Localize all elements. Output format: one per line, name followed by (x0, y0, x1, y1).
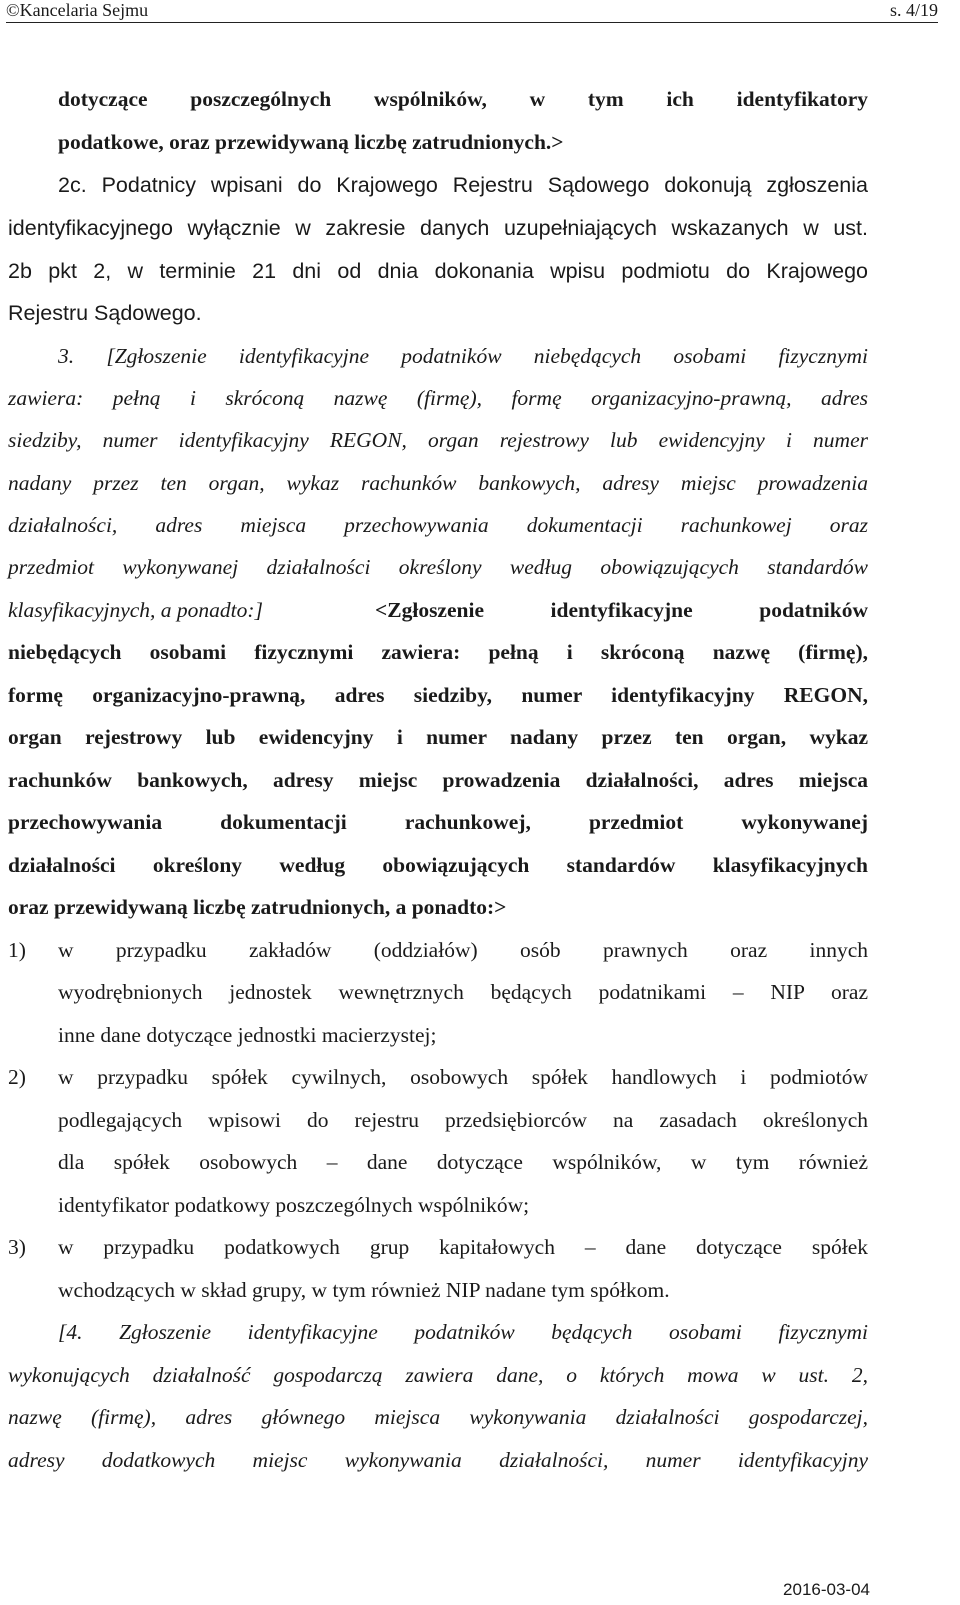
text-line: przedmiot wykonywanej działalności określony według obowiązujących standardów (8, 555, 868, 579)
list-item-number: 1) (8, 938, 26, 962)
text-line: inne dane dotyczące jednostki macierzystej; (58, 1023, 437, 1047)
text-line: niebędących osobami fizycznymi zawiera: pełną i skróconą nazwę (firmę), (8, 640, 868, 664)
text-line: przechowywania dokumentacji rachunkowej, przedmiot wykonywanej (8, 810, 868, 834)
list-item-number: 2) (8, 1065, 26, 1089)
text-line: identyfikacyjnego wyłącznie w zakresie danych uzupełniających wskazanych w ust. (8, 216, 868, 240)
text-line: wyodrębnionych jednostek wewnętrznych będących podatnikami – NIP oraz (58, 980, 868, 1004)
text-line: 3. [Zgłoszenie identyfikacyjne podatników niebędących osobami fizycznymi (58, 344, 868, 368)
text-line: adresy dodatkowych miejsc wykonywania działalności, numer identyfikacyjny (8, 1448, 868, 1472)
header-page-number: s. 4/19 (889, 0, 938, 20)
header-source: ©Kancelaria Sejmu (6, 0, 149, 20)
text-line: w przypadku spółek cywilnych, osobowych spółek handlowych i podmiotów (58, 1065, 868, 1089)
text-line: rachunków bankowych, adresy miejsc prowadzenia działalności, adres miejsca (8, 768, 868, 792)
text-line: dotyczące poszczególnych wspólników, w tym ich identyfikatory (58, 87, 868, 111)
text-line: 2b pkt 2, w terminie 21 dni od dnia dokonania wpisu podmiotu do Krajowego (8, 259, 868, 283)
text-line: podatkowe, oraz przewidywaną liczbę zatrudnionych.> (58, 130, 564, 154)
text-line: podlegających wpisowi do rejestru przedsiębiorców na zasadach określonych (58, 1108, 868, 1132)
text-line: identyfikator podatkowy poszczególnych wspólników; (58, 1193, 530, 1217)
text-line: siedziby, numer identyfikacyjny REGON, organ rejestrowy lub ewidencyjny i numer (8, 428, 868, 452)
text-line: nazwę (firmę), adres głównego miejsca wykonywania działalności gospodarczej, (8, 1405, 868, 1429)
text-line: w przypadku podatkowych grup kapitałowych – dane dotyczące spółek (58, 1235, 868, 1259)
text-line: 2c. Podatnicy wpisani do Krajowego Rejestru Sądowego dokonują zgłoszenia (58, 173, 868, 197)
text-span-italic: klasyfikacyjnych, a ponadto:] (8, 598, 263, 622)
text-line: w przypadku zakładów (oddziałów) osób prawnych oraz innych (58, 938, 868, 962)
list-item-number: 3) (8, 1235, 26, 1259)
text-line: dla spółek osobowych – dane dotyczące wspólników, w tym również (58, 1150, 868, 1174)
text-line: nadany przez ten organ, wykaz rachunków bankowych, adresy miejsc prowadzenia (8, 471, 868, 495)
text-line: Rejestru Sądowego. (8, 301, 202, 325)
text-line: oraz przewidywaną liczbę zatrudnionych, a ponadto:> (8, 895, 507, 919)
text-line: formę organizacyjno-prawną, adres siedziby, numer identyfikacyjny REGON, (8, 683, 868, 707)
text-line: [4. Zgłoszenie identyfikacyjne podatników będących osobami fizycznymi (58, 1320, 868, 1344)
text-line: zawiera: pełną i skróconą nazwę (firmę), formę organizacyjno-prawną, adres (8, 386, 868, 410)
text-line: wykonujących działalność gospodarczą zawiera dane, o których mowa w ust. 2, (8, 1363, 868, 1387)
footer-date: 2016-03-04 (783, 1580, 870, 1599)
text-span-bold: <Zgłoszenie identyfikacyjne podatników (375, 598, 868, 622)
text-line: organ rejestrowy lub ewidencyjny i numer nadany przez ten organ, wykaz (8, 725, 868, 749)
text-line: działalności określony według obowiązujących standardów klasyfikacyjnych (8, 853, 868, 877)
text-line: działalności, adres miejsca przechowywania dokumentacji rachunkowej oraz (8, 513, 868, 537)
text-line: wchodzących w skład grupy, w tym również NIP nadane tym spółkom. (58, 1278, 670, 1302)
